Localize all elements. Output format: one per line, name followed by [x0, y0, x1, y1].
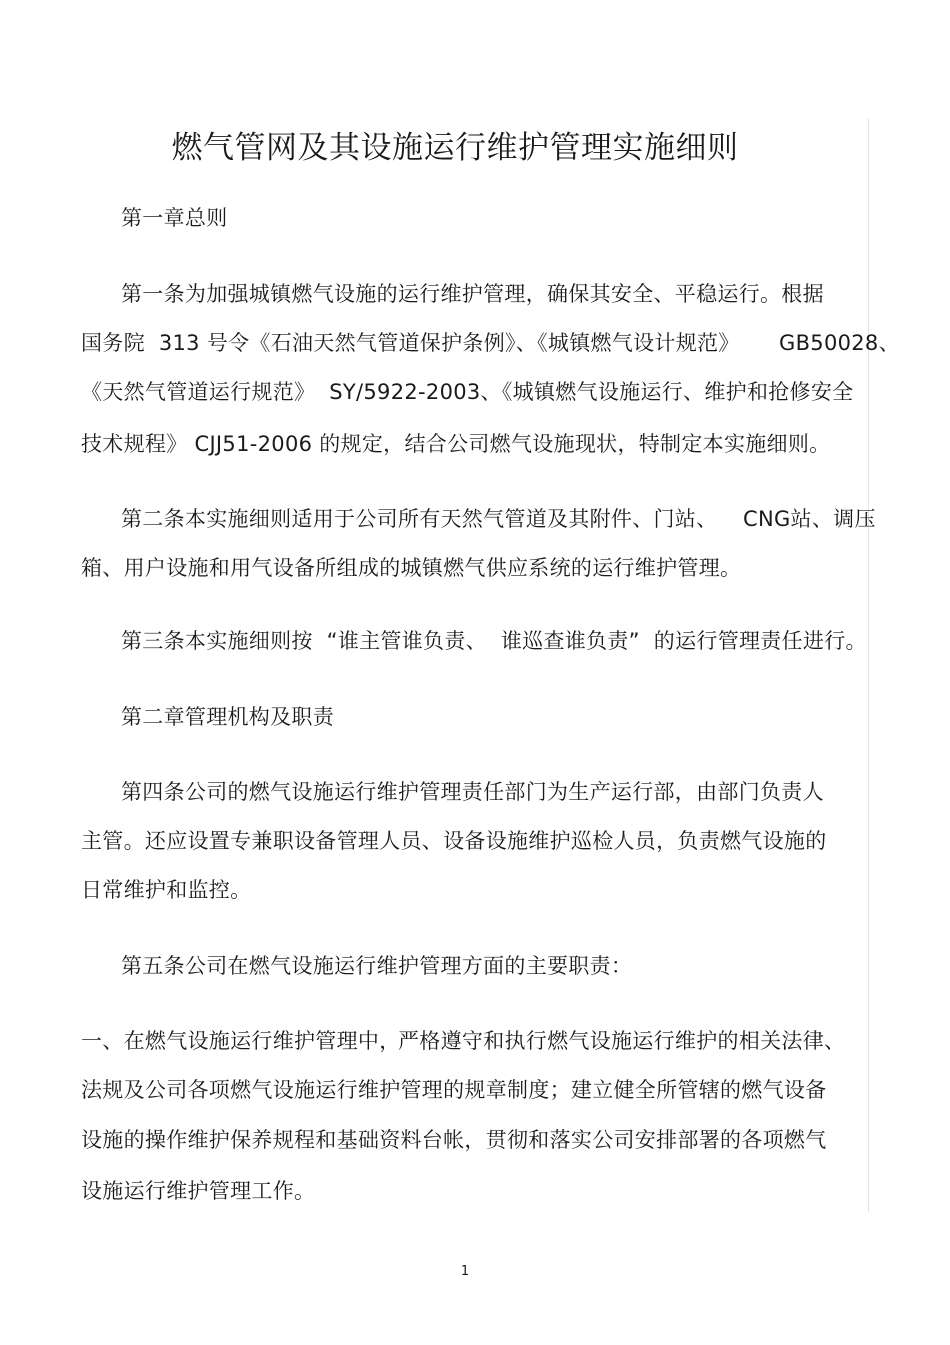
article-4-line-3: 日常维护和监控。 — [81, 878, 252, 902]
page-number: 1 — [460, 1264, 470, 1279]
article-1-line-1: 第一条为加强城镇燃气设施的运行维护管理，确保其安全、平稳运行。根据 — [121, 282, 824, 306]
article-3: 第三条本实施细则按 “谁主管谁负责、 谁巡查谁负责” 的运行管理责任进行。 — [121, 629, 867, 653]
article-1-line-3: 《天然气管道运行规范》 SY/5922-2003、《城镇燃气设施运行、维护和抢修安全 — [81, 380, 854, 404]
document-title: 燃气管网及其设施运行维护管理实施细则 — [171, 130, 739, 166]
article-2-line-2: 箱、用户设施和用气设备所组成的城镇燃气供应系统的运行维护管理。 — [81, 556, 742, 580]
item-1-line-1: 一、在燃气设施运行维护管理中， — [81, 1029, 401, 1053]
item-1-line-1-end: 严格遵守和执行燃气设施运行维护的相关法律、 — [398, 1029, 846, 1053]
article-5: 第五条公司在燃气设施运行维护管理方面的主要职责： — [121, 954, 633, 978]
item-1-line-2: 法规及公司各项燃气设施运行维护管理的规章制度；建立健全所管辖的燃气设备 — [81, 1078, 827, 1102]
article-4-line-1: 第四条公司的燃气设施运行维护管理责任部门为生产运行部，由部门负责人 — [121, 780, 824, 804]
item-1-line-3: 设施的操作维护保养规程和基础资料台帐，贯彻和落实公司安排部署的各项燃气 — [81, 1128, 827, 1152]
margin-rule — [868, 118, 869, 1212]
article-2-line-1-end: CNG站、调压 — [743, 507, 876, 531]
article-4-line-2: 主管。还应设置专兼职设备管理人员、设备设施维护巡检人员，负责燃气设施的 — [81, 829, 827, 853]
article-1-line-4: 技术规程》 CJJ51-2006 的规定，结合公司燃气设施现状，特制定本实施细则。 — [81, 432, 831, 456]
article-2-line-1: 第二条本实施细则适用于公司所有天然气管道及其附件、门站、 — [121, 507, 718, 531]
chapter-heading-1: 第一章总则 — [121, 206, 228, 230]
item-1-line-4: 设施运行维护管理工作。 — [81, 1179, 316, 1203]
article-1-line-2-code: GB50028、 — [779, 331, 900, 355]
chapter-heading-2: 第二章管理机构及职责 — [121, 705, 334, 729]
article-1-line-2: 国务院 313 号令《石油天然气管道保护条例》、《城镇燃气设计规范》 — [81, 331, 740, 355]
